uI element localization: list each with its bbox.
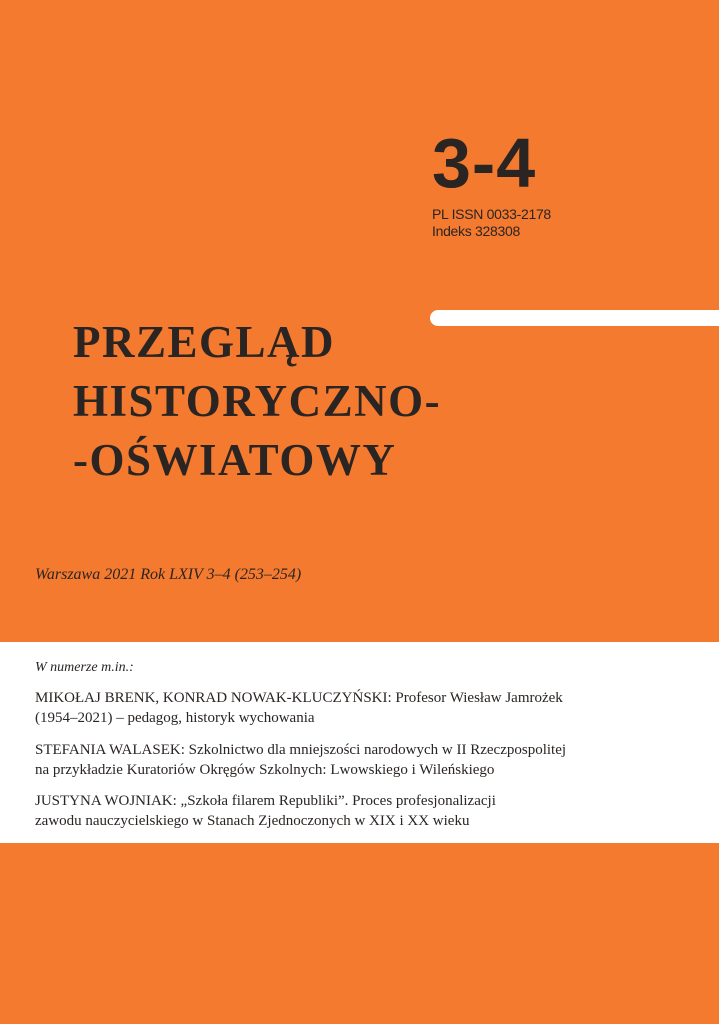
issue-number: 3-4	[432, 124, 537, 202]
issn-number: PL ISSN 0033-2178	[432, 206, 551, 222]
article-2-line-1: STEFANIA WALASEK: Szkolnictwo dla mniejszości narodowych w II Rzeczpospolitej	[35, 742, 567, 758]
publication-info: Warszawa 2021 Rok LXIV 3–4 (253–254)	[35, 566, 302, 583]
article-2-line-2: na przykładzie Kuratoriów Okręgów Szkolnych: Lwowskiego i Wileńskiego	[35, 762, 495, 778]
contents-heading: W numerze m.in.:	[35, 660, 134, 675]
article-entry-1	[35, 688, 695, 728]
article-entry-2	[35, 740, 695, 780]
article-1-line-2: (1954–2021) – pedagog, historyk wychowania	[35, 710, 315, 726]
issue-block	[432, 124, 692, 240]
index-number: Indeks 328308	[432, 223, 520, 239]
article-1-line-1: MIKOŁAJ BRENK, KONRAD NOWAK-KLUCZYŃSKI: Profesor Wiesław Jamrożek	[35, 690, 563, 706]
journal-title	[73, 313, 693, 490]
article-entry-3	[35, 791, 695, 831]
article-3-line-1: JUSTYNA WOJNIAK: „Szkoła filarem Republiki”. Proces profesjonalizacji	[35, 793, 496, 809]
title-line-1: PRZEGLĄD	[73, 317, 336, 367]
title-line-3: -OŚWIATOWY	[73, 435, 397, 485]
article-3-line-2: zawodu nauczycielskiego w Stanach Zjednoczonych w XIX i XX wieku	[35, 813, 470, 829]
title-line-2: HISTORYCZNO-	[73, 376, 442, 426]
